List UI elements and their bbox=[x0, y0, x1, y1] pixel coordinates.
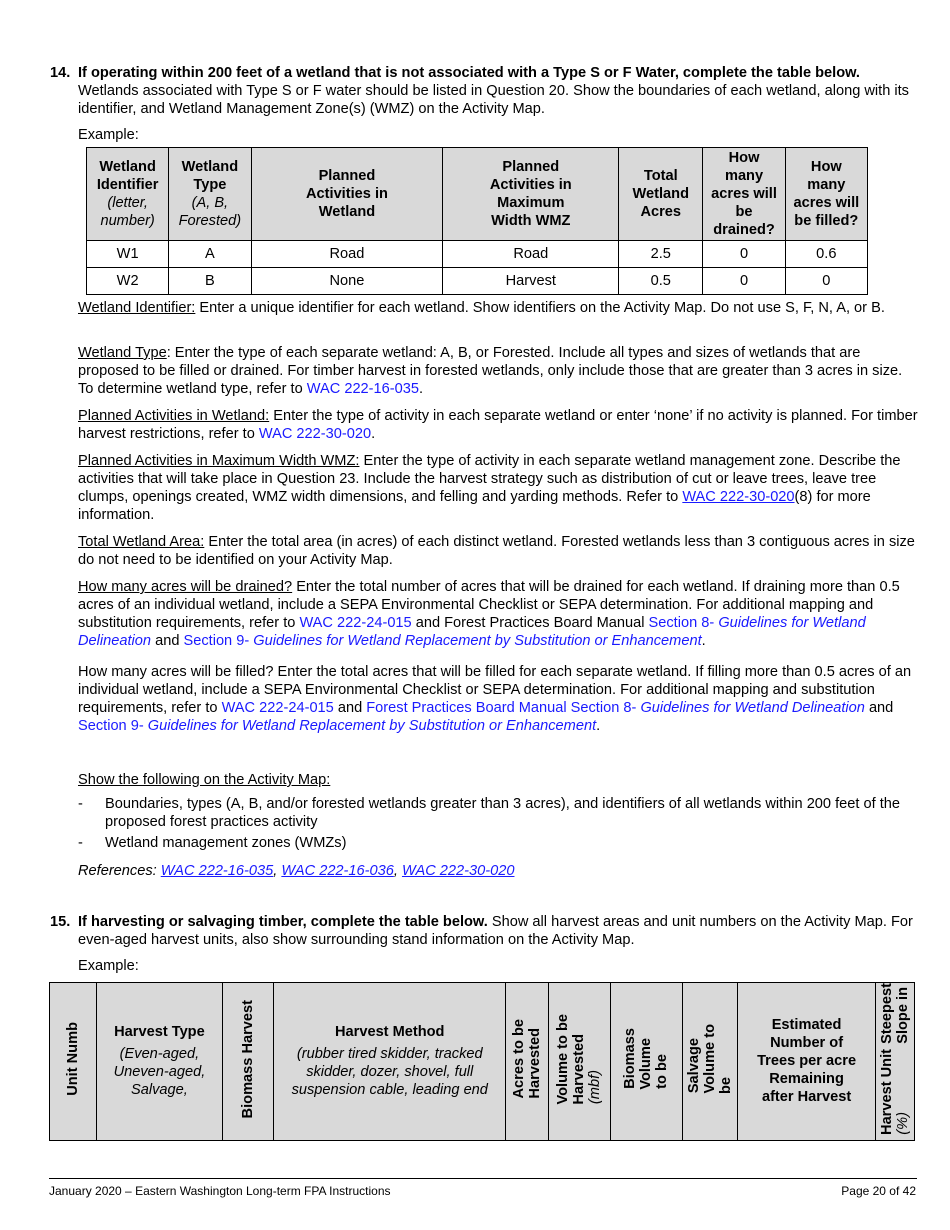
table-cell: 0 bbox=[785, 268, 867, 295]
wac-link[interactable]: WAC 222-30-020 bbox=[258, 426, 372, 442]
table-header: Harvest Method (rubber tired skidder, tracked skidder, dozer, shovel, full suspension cable, leading end bbox=[274, 983, 506, 1141]
table-header-row bbox=[87, 148, 868, 241]
table-cell: W2 bbox=[87, 268, 169, 295]
table-header: SalvageVolume tobe bbox=[682, 983, 737, 1141]
references: References: WAC 222-16-035, WAC 222-16-036, WAC 222-30-020 bbox=[78, 863, 515, 879]
list-item: - Boundaries, types (A, B, and/or forested wetlands greater than 3 acres), and identifiers of all wetlands within 200 feet of the proposed forest practices activity bbox=[78, 796, 901, 830]
table-cell: 0.5 bbox=[619, 268, 703, 295]
paragraph-planned-wmz: Planned Activities in Maximum Width WMZ: Enter the type of activity in each separate wetland management zone. Describe the activities that will take place in Question 23. Include the harvest strategy such as distribution of cut or leave trees, leave tree clumps, openings created, WMZ width dimensions, and felling and yarding methods. Refer to WAC 222-30-020(8) for more information. bbox=[78, 453, 901, 523]
paragraph-drained: How many acres will be drained? Enter the total number of acres that will be drained for each wetland. If draining more than 0.5 acres of an individual wetland, include a SEPA Environmental Checklist or SEPA determination. For additional mapping and substitution requirements, refer to WAC 222-24-015 and Forest Practices Board Manual Section 8- Guidelines for Wetland Delineation and Section 9- Guidelines for Wetland Replacement by Substitution or Enhancement. bbox=[78, 579, 900, 649]
question-intro: Show all harvest areas and unit numbers on the Activity Map. For even-aged harvest units, also show surrounding stand information on the Activity Map. bbox=[78, 914, 913, 948]
reference-link[interactable]: WAC 222-16-035 bbox=[160, 863, 274, 879]
wetland-example-table bbox=[86, 147, 868, 295]
footer-divider bbox=[49, 1178, 917, 1179]
footer-title: January 2020 – Eastern Washington Long-term FPA Instructions bbox=[49, 1184, 391, 1198]
table-header: Wetland Identifier (letter, number) bbox=[87, 148, 169, 241]
table-cell: Harvest bbox=[443, 268, 619, 295]
table-row bbox=[87, 268, 868, 295]
list-item: - Wetland management zones (WMZs) bbox=[78, 835, 347, 851]
table-header: Volume to beHarvested(mbf) bbox=[549, 983, 610, 1141]
table-header: Acres to beHarvested bbox=[506, 983, 549, 1141]
manual-section-8-link[interactable]: Forest Practices Board Manual Section 8- Guidelines for Wetland Delineation bbox=[366, 700, 865, 716]
question-intro: Wetlands associated with Type S or F water should be listed in Question 20. Show the boundaries of each wetland, along with its identifier, and Wetland Management Zone(s) (WMZ) on the Activity Map. bbox=[78, 83, 909, 117]
table-header: Wetland Type (A, B, Forested) bbox=[169, 148, 251, 241]
reference-link[interactable]: WAC 222-30-020 bbox=[401, 863, 515, 879]
paragraph-total-area: Total Wetland Area: Enter the total area (in acres) of each distinct wetland. Forested wetlands less than 3 contiguous acres in size do not need to be identified on your Activity Map. bbox=[78, 534, 915, 568]
table-header: How many acres will be filled? bbox=[785, 148, 867, 241]
bullet-dash: - bbox=[78, 796, 83, 812]
table-header: Planned Activities in Wetland bbox=[251, 148, 443, 241]
table-header: Harvest Type (Even-aged, Uneven-aged, Salvage, bbox=[96, 983, 222, 1141]
paragraph-wetland-type: Wetland Type: Enter the type of each separate wetland: A, B, or Forested. Include all types and sizes of wetlands that are proposed to be filled or drained. For timber harvest in forested wetlands, only include those that are greater than 3 acres in size. To determine wetland type, refer to WAC 222-16-035. bbox=[78, 345, 903, 397]
question-heading: If harvesting or salvaging timber, complete the table below. bbox=[78, 914, 488, 930]
paragraph-wetland-identifier: Wetland Identifier: Enter a unique identifier for each wetland. Show identifiers on the Activity Map. Do not use S, F, N, A, or B. bbox=[78, 300, 885, 316]
question-number: 15. bbox=[50, 914, 71, 930]
table-header-row bbox=[50, 983, 915, 1141]
table-header: Planned Activities in Maximum Width WMZ bbox=[443, 148, 619, 241]
question-heading: If operating within 200 feet of a wetland that is not associated with a Type S or F Water, complete the table below. bbox=[78, 65, 860, 81]
manual-section-8-link[interactable]: Section 8- Guidelines for Wetland Delineation bbox=[78, 615, 866, 649]
table-header: Unit Numb bbox=[50, 983, 97, 1141]
example-label: Example: bbox=[78, 958, 139, 974]
table-cell: B bbox=[169, 268, 251, 295]
example-label: Example: bbox=[78, 127, 139, 143]
harvest-example-table bbox=[49, 982, 915, 1141]
table-header: BiomassVolumeto be bbox=[610, 983, 682, 1141]
table-header: Biomass Harvest bbox=[222, 983, 273, 1141]
page-number: Page 20 of 42 bbox=[841, 1184, 916, 1198]
wac-link[interactable]: WAC 222-24-015 bbox=[299, 615, 412, 631]
table-row bbox=[87, 241, 868, 268]
table-header: SteepestSlope inHarvest Unit(%) bbox=[876, 983, 915, 1141]
table-cell: 0 bbox=[703, 241, 785, 268]
table-header: Total Wetland Acres bbox=[619, 148, 703, 241]
table-cell: 2.5 bbox=[619, 241, 703, 268]
question-15 bbox=[50, 913, 920, 975]
question-number: 14. bbox=[50, 65, 71, 81]
manual-section-9-link[interactable]: Section 9- Guidelines for Wetland Replacement by Substitution or Enhancement bbox=[183, 633, 702, 649]
bullet-dash: - bbox=[78, 835, 83, 851]
wac-link[interactable]: WAC 222-30-020 bbox=[682, 489, 795, 505]
table-header: How many acres will be drained? bbox=[703, 148, 785, 241]
table-cell: W1 bbox=[87, 241, 169, 268]
table-cell: 0 bbox=[703, 268, 785, 295]
wac-link[interactable]: WAC 222-16-035 bbox=[306, 381, 419, 397]
table-cell: Road bbox=[251, 241, 443, 268]
question-14 bbox=[50, 64, 920, 144]
table-cell: A bbox=[169, 241, 251, 268]
manual-section-9-link[interactable]: Section 9- Guidelines for Wetland Replacement by Substitution or Enhancement bbox=[78, 718, 597, 734]
reference-link[interactable]: WAC 222-16-036 bbox=[281, 863, 394, 879]
show-following-heading: Show the following on the Activity Map: bbox=[78, 772, 331, 788]
wac-link[interactable]: WAC 222-24-015 bbox=[221, 700, 334, 716]
paragraph-filled: How many acres will be filled? Enter the total acres that will be filled for each separate wetland. If filling more than 0.5 acres of an individual wetland, include a SEPA Environmental Checklist or SEPA determination. For additional mapping and substitution requirements, refer to WAC 222-24-015 and Forest Practices Board Manual Section 8- Guidelines for Wetland Delineation and Section 9- Guidelines for Wetland Replacement by Substitution or Enhancement. bbox=[78, 664, 912, 734]
table-cell: Road bbox=[443, 241, 619, 268]
table-cell: 0.6 bbox=[785, 241, 867, 268]
table-cell: None bbox=[251, 268, 443, 295]
table-header: Estimated Number of Trees per acre Remaining after Harvest bbox=[737, 983, 876, 1141]
paragraph-planned-activities: Planned Activities in Wetland: Enter the type of activity in each separate wetland or enter ‘none’ if no activity is planned. For timber harvest restrictions, refer to WAC 222-30-020. bbox=[78, 408, 918, 442]
